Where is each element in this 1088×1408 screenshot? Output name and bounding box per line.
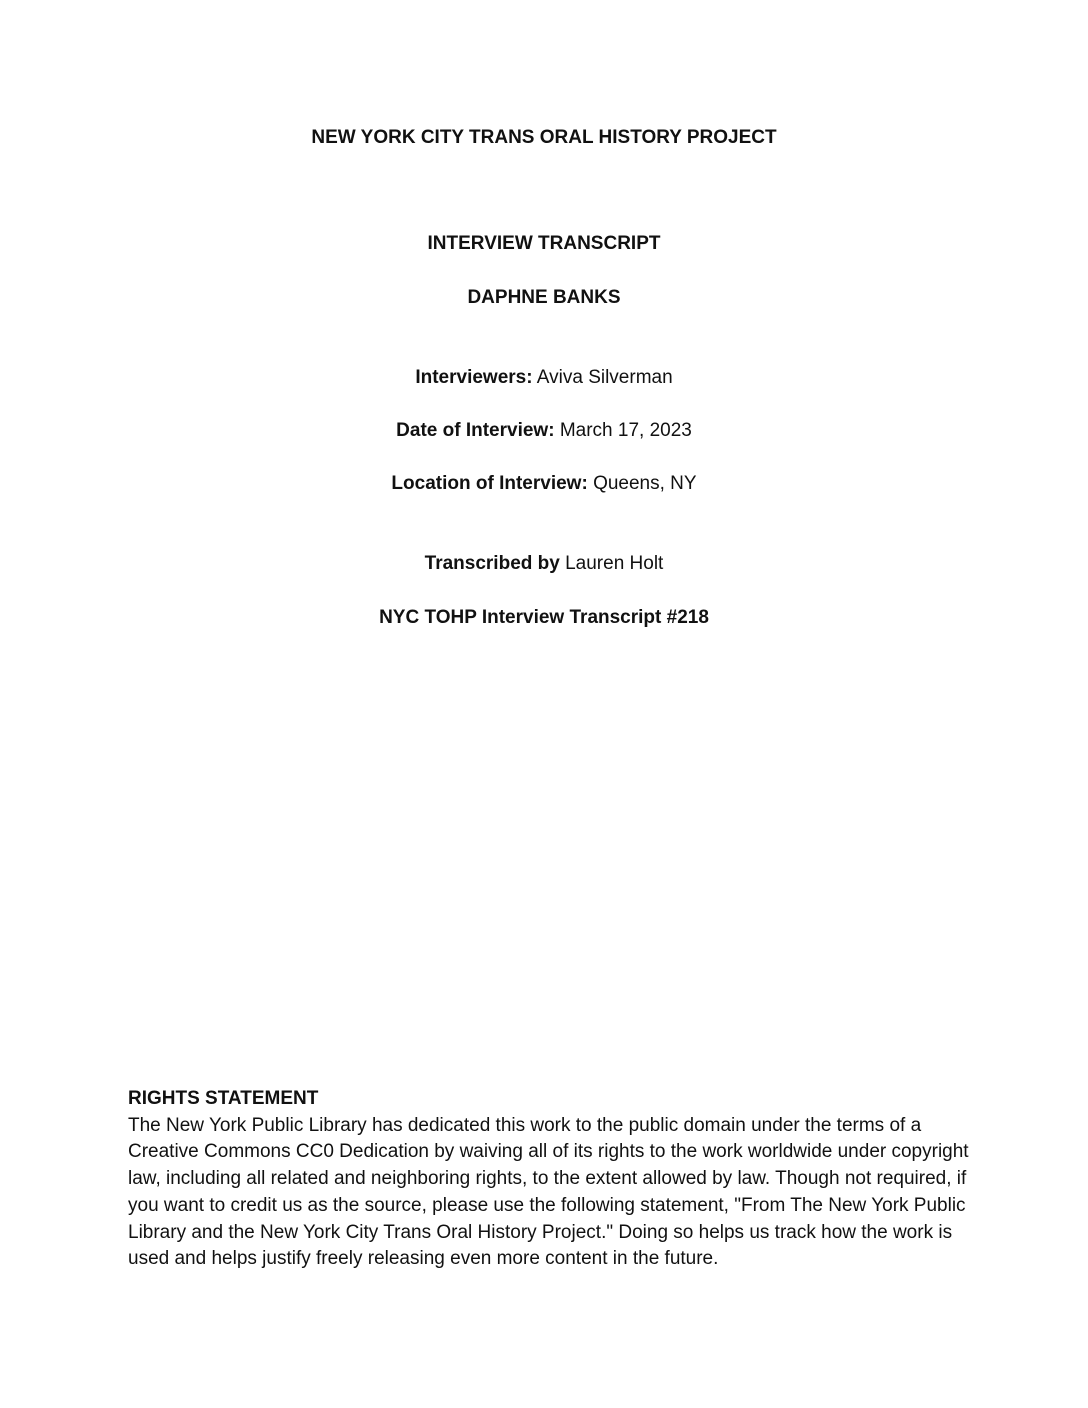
rights-statement [128,1086,978,1273]
project-title: NEW YORK CITY TRANS ORAL HISTORY PROJECT [311,127,777,148]
transcribed-by-label: Transcribed by [424,553,560,574]
interviewers-value: Aviva Silverman [536,367,673,388]
interviewers-label: Interviewers: [415,367,533,388]
transcribed-by-line [0,552,1088,576]
interview-date-value: March 17, 2023 [559,420,692,441]
interview-date-line [0,419,1088,443]
transcribed-by-value: Lauren Holt [565,553,664,574]
rights-statement-body: The New York Public Library has dedicated this work to the public domain under the terms of a Creative Commons CC0 Dedication by waiving all of its rights to the work worldwide under copyright law, including all related and neighboring rights, to the extent allowed by law. Though not required, if you want to credit us as the source, please use the following statement, "From The New York Public Library and the New York City Trans Oral History Project." Doing so helps us track how the work is used and helps justify freely releasing even more content in the future. [128,1114,969,1270]
document-type-heading: INTERVIEW TRANSCRIPT [427,233,661,254]
interview-location-line [0,472,1088,496]
transcript-number: NYC TOHP Interview Transcript #218 [379,607,709,628]
interview-location-value: Queens, NY [593,473,697,494]
interviewers-line [0,366,1088,390]
interviewee-name: DAPHNE BANKS [467,287,621,308]
interview-date-label: Date of Interview: [396,420,555,441]
rights-statement-heading: RIGHTS STATEMENT [128,1088,319,1109]
interview-location-label: Location of Interview: [391,473,588,494]
